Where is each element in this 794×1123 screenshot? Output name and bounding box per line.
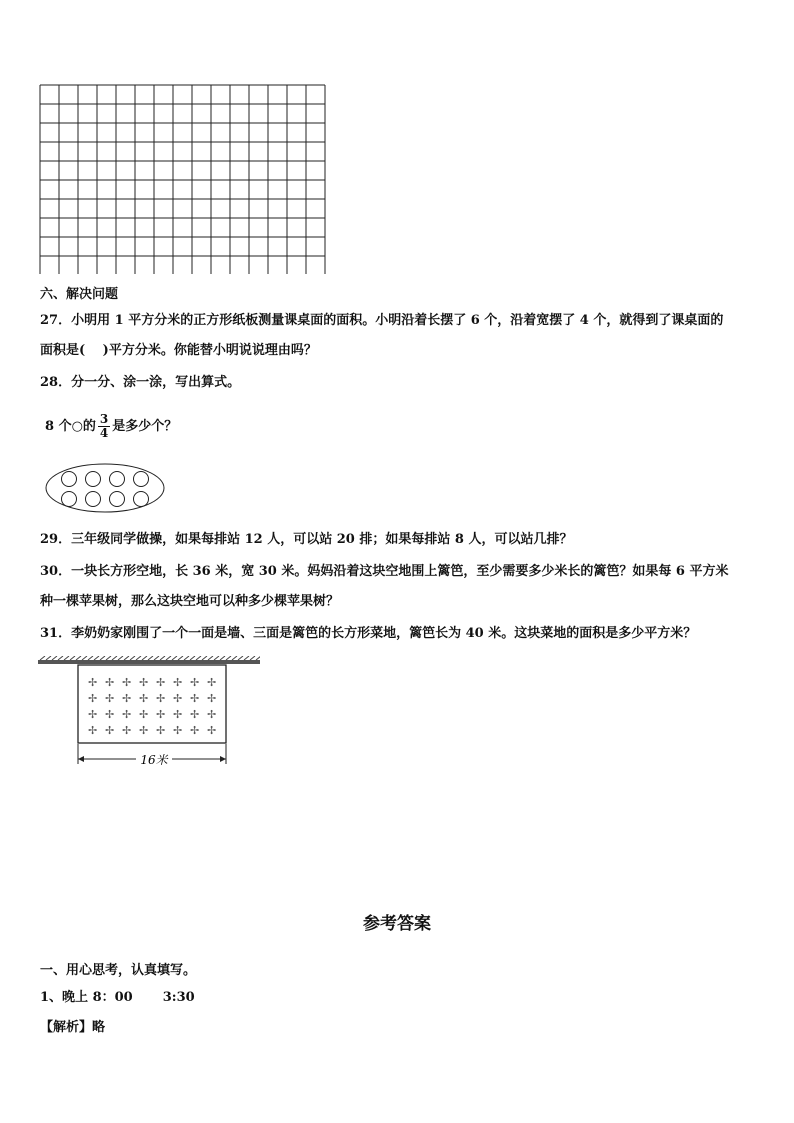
plant-icon: ✢ <box>156 676 166 689</box>
plant-icon: ✢ <box>122 724 132 737</box>
question-27-line-1: 27．小明用 1 平方分米的正方形纸板测量课桌面的面积。小明沿着长摆了 6 个，沿着宽摆了 4 个，就得到了课桌面的 <box>40 313 724 328</box>
answer-1-value-1: 晚上 8：00 <box>62 990 133 1005</box>
circle-item <box>86 472 101 487</box>
plant-icon: ✢ <box>190 676 200 689</box>
plant-icon: ✢ <box>122 708 132 721</box>
vegetable-garden-diagram <box>38 656 260 768</box>
fraction <box>98 413 110 440</box>
plant-icon: ✢ <box>156 724 166 737</box>
plant-icon: ✢ <box>173 708 183 721</box>
dimension-label: 16米 <box>140 753 168 767</box>
plant-icon: ✢ <box>105 708 115 721</box>
question-30-line-2: 种一棵苹果树，那么这块空地可以种多少棵苹果树？ <box>40 594 340 609</box>
question-31-text: 31．李奶奶家刚围了一个一面是墙、三面是篱笆的长方形菜地，篱笆长为 40 米。这块菜地的面积是多少平方米？ <box>40 626 697 641</box>
plant-icon: ✢ <box>122 692 132 705</box>
circle-item <box>110 472 125 487</box>
plant-icon: ✢ <box>173 676 183 689</box>
circle-item <box>86 492 101 507</box>
answer-analysis: 【解析】略 <box>40 1020 106 1035</box>
answer-1-number: 1、 <box>40 990 63 1005</box>
plant-icon: ✢ <box>156 708 166 721</box>
plant-icon: ✢ <box>139 708 149 721</box>
section-6-title: 六、解决问题 <box>40 287 119 302</box>
plant-icon: ✢ <box>105 724 115 737</box>
plant-icon: ✢ <box>207 724 217 737</box>
plant-icon: ✢ <box>173 692 183 705</box>
circle-item <box>62 492 77 507</box>
fraction-numerator: 3 <box>99 412 109 426</box>
plant-icon: ✢ <box>88 708 98 721</box>
answers-section-1: 一、用心思考，认真填写。 <box>40 963 197 978</box>
fraction-denominator: 4 <box>99 426 109 440</box>
circles-group-diagram <box>44 462 168 516</box>
plant-icon: ✢ <box>190 724 200 737</box>
plant-icon: ✢ <box>88 724 98 737</box>
answer-1-value-2: 3:30 <box>162 990 195 1005</box>
circle-item <box>134 492 149 507</box>
plant-icon: ✢ <box>207 692 217 705</box>
plant-icon: ✢ <box>190 708 200 721</box>
plant-icon: ✢ <box>156 692 166 705</box>
plant-icon: ✢ <box>173 724 183 737</box>
answer-1 <box>40 990 195 1006</box>
prompt-suffix: 是多少个？ <box>112 419 178 434</box>
plant-icon: ✢ <box>139 692 149 705</box>
plant-icon: ✢ <box>207 708 217 721</box>
question-27-line-2: 面积是( )平方分米。你能替小明说说理由吗？ <box>40 343 317 358</box>
plant-icon: ✢ <box>105 692 115 705</box>
plant-icon: ✢ <box>207 676 217 689</box>
garden-plot <box>78 665 226 743</box>
square-grid <box>39 84 327 274</box>
plant-icon: ✢ <box>139 676 149 689</box>
question-29-text: 29．三年级同学做操，如果每排站 12 人，可以站 20 排；如果每排站 8 人，可以站几排？ <box>40 532 573 547</box>
plant-icon: ✢ <box>105 676 115 689</box>
answers-title: 参考答案 <box>363 914 431 934</box>
question-28-text: 28．分一分、涂一涂，写出算式。 <box>40 375 241 390</box>
question-28-prompt <box>45 412 177 442</box>
circle-item <box>62 472 77 487</box>
plant-icon: ✢ <box>88 692 98 705</box>
question-30-line-1: 30．一块长方形空地，长 36 米，宽 30 米。妈妈沿着这块空地围上篱笆，至少需要多少米长的篱笆？如果每 6 平方米 <box>40 564 729 579</box>
circle-item <box>134 472 149 487</box>
plant-icon: ✢ <box>139 724 149 737</box>
plant-icon: ✢ <box>122 676 132 689</box>
plant-icon: ✢ <box>88 676 98 689</box>
plant-icon: ✢ <box>190 692 200 705</box>
circle-item <box>110 492 125 507</box>
wall <box>38 656 260 664</box>
prompt-prefix: 8 个○的 <box>45 419 96 434</box>
